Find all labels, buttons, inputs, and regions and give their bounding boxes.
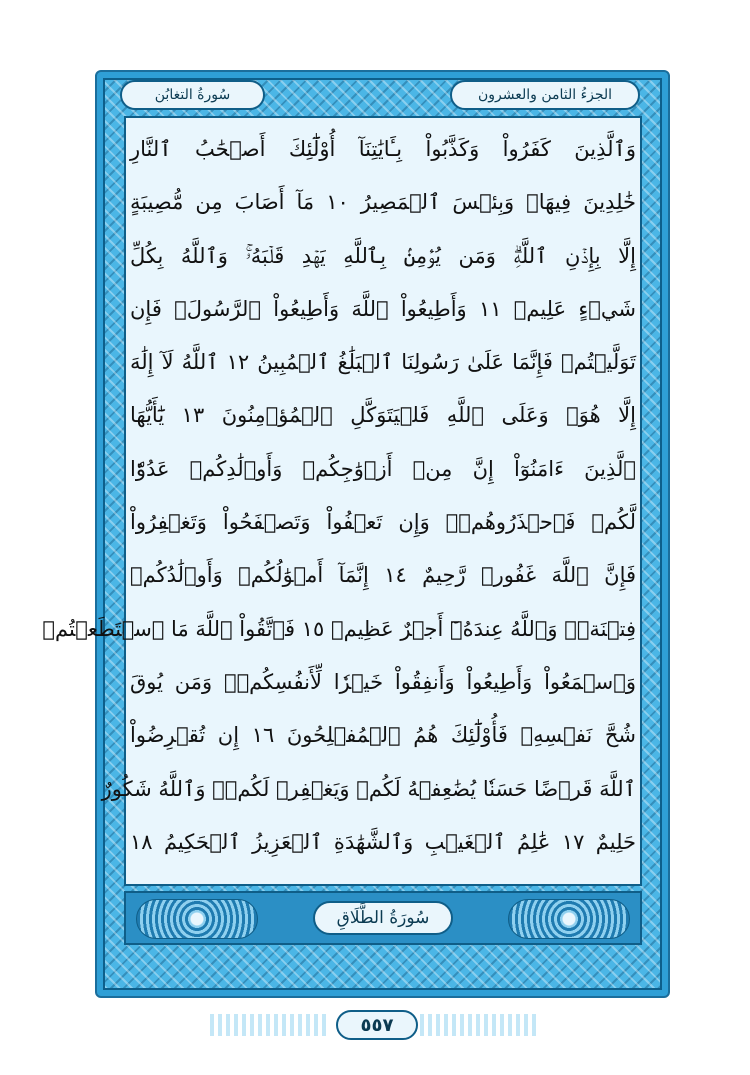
text-line: ٱلَّذِينَ ءَامَنُوٓاْ إِنَّ مِنۡ أَزۡوَٰجِكُمۡ وَأَوۡلَٰدِكُمۡ عَدُوّٗا	[130, 456, 636, 481]
text-line: وَٱسۡمَعُواْ وَأَطِيعُواْ وَأَنفِقُواْ خَيۡرٗا لِّأَنفُسِكُمۡۗ وَمَن يُوقَ	[130, 669, 636, 694]
text-line: إِلَّا بِإِذۡنِ ٱللَّهِۗ وَمَن يُؤۡمِنۢ بِٱللَّهِ يَهۡدِ قَلۡبَهُۥۚ وَٱللَّهُ بِكُلِّ	[130, 243, 636, 268]
text-line: تَوَلَّيۡتُمۡ فَإِنَّمَا عَلَىٰ رَسُولِنَا ٱلۡبَلَٰغُ ٱلۡمُبِينُ ١٢ ٱللَّهُ لَآ إِلَٰهَ	[130, 350, 636, 375]
text-line: فَإِنَّ ٱللَّهَ غَفُورٞ رَّحِيمٌ ١٤ إِنَّمَآ أَمۡوَٰلُكُمۡ وَأَوۡلَٰدُكُمۡ	[130, 563, 636, 588]
page-number-ornament	[420, 1014, 540, 1036]
floral-ornament-icon	[508, 899, 630, 939]
text-line: إِلَّا هُوَۚ وَعَلَى ٱللَّهِ فَلۡيَتَوَكَّلِ ٱلۡمُؤۡمِنُونَ ١٣ يَٰٓأَيُّهَا	[130, 403, 636, 428]
text-line: وَٱلَّذِينَ كَفَرُواْ وَكَذَّبُواْ بِـَٔايَٰتِنَآ أُوْلَٰٓئِكَ أَصۡحَٰبُ ٱلنَّارِ	[130, 137, 636, 161]
text-line: حَلِيمٌ ١٧ عَٰلِمُ ٱلۡغَيۡبِ وَٱلشَّهَٰدَةِ ٱلۡعَزِيزُ ٱلۡحَكِيمُ ١٨	[130, 829, 637, 854]
quran-text	[42, 123, 637, 869]
page-number: ٥٥٧	[336, 1010, 418, 1040]
next-surah-title: سُورَةُ الطَّلَاقِ	[313, 901, 453, 935]
text-line: شُحَّ نَفۡسِهِۦ فَأُوْلَٰٓئِكَ هُمُ ٱلۡمُفۡلِحُونَ ١٦ إِن تُقۡرِضُواْ	[130, 723, 636, 748]
text-line: شَيۡءٍ عَلِيمٞ ١١ وَأَطِيعُواْ ٱللَّهَ وَأَطِيعُواْ ٱلرَّسُولَۚ فَإِن	[130, 296, 636, 321]
text-line: خَٰلِدِينَ فِيهَاۖ وَبِئۡسَ ٱلۡمَصِيرُ ١٠ مَآ أَصَابَ مِن مُّصِيبَةٍ	[130, 190, 637, 215]
page-number-ornament	[210, 1014, 330, 1036]
floral-ornament-icon	[136, 899, 258, 939]
text-line: فِتۡنَةٞۚ وَٱللَّهُ عِندَهُۥٓ أَجۡرٌ عَظِيمٞ ١٥ فَٱتَّقُواْ ٱللَّهَ مَا ٱسۡتَطَعۡتُمۡ	[42, 616, 636, 641]
surah-label: سُورةُ التغابُن	[120, 80, 265, 110]
surah-header-banner	[124, 891, 642, 945]
text-line: ٱللَّهَ قَرۡضًا حَسَنٗا يُضَٰعِفۡهُ لَكُمۡ وَيَغۡفِرۡ لَكُمۡۚ وَٱللَّهُ شَكُورٌ	[101, 776, 636, 801]
juz-label: الجزءُ الثامن والعشرون	[450, 80, 640, 110]
text-line: لَّكُمۡ فَٱحۡذَرُوهُمۡۚ وَإِن تَعۡفُواْ وَتَصۡفَحُواْ وَتَغۡفِرُواْ	[130, 510, 636, 535]
